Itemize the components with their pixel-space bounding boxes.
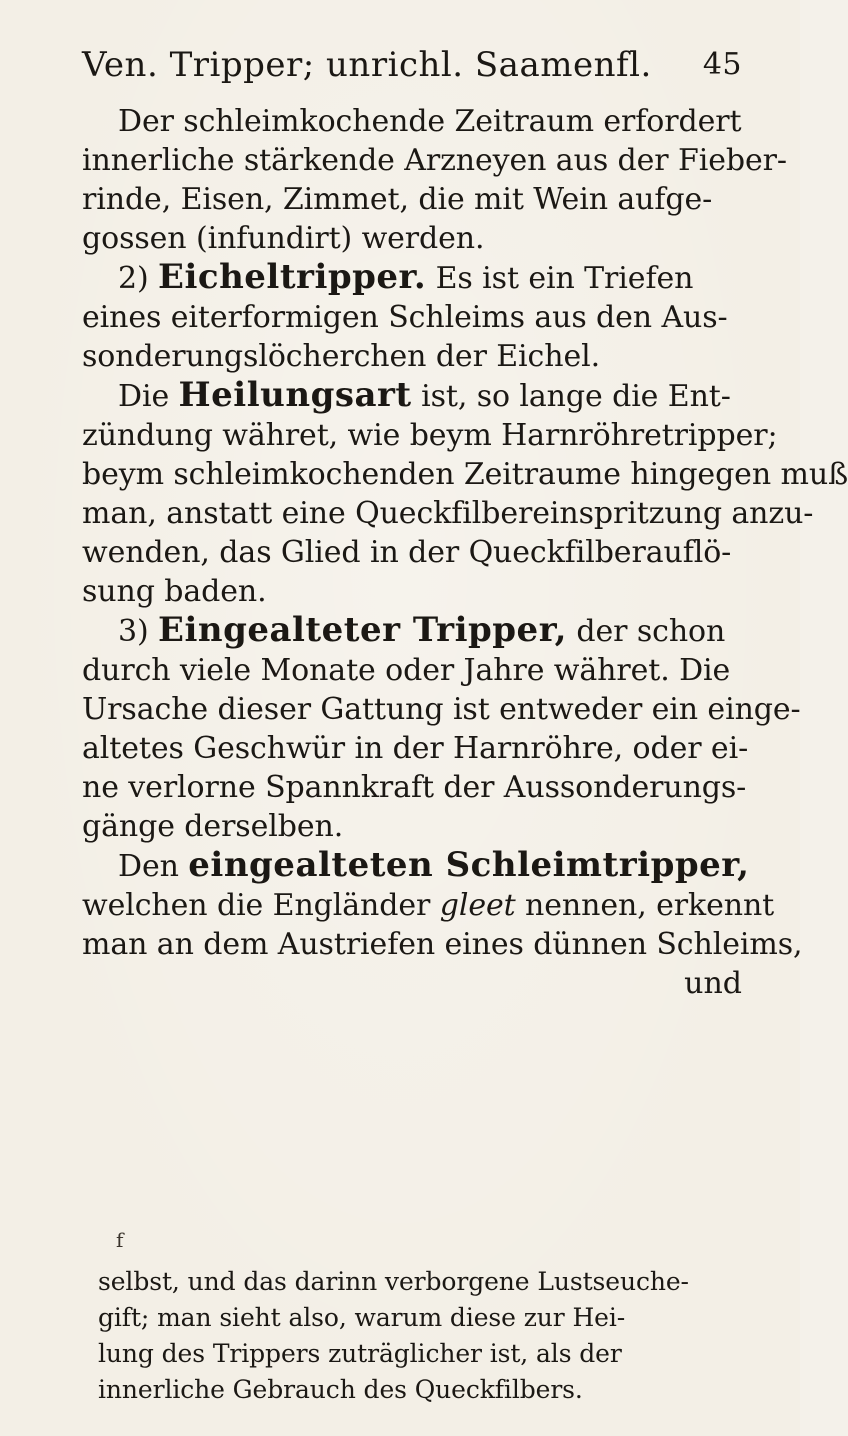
text-line: man, anstatt eine Queckfilbereinspritzung anzu- <box>82 496 814 531</box>
footnote-line: innerliche Gebrauch des Queckfilbers. <box>98 1375 583 1404</box>
line-lead: Die <box>118 379 179 414</box>
section-term: eingealteten Schleimtripper, <box>188 845 750 885</box>
line-rest: Es ist ein Triefen <box>426 261 694 296</box>
text-line: gossen (infundirt) werden. <box>82 221 485 256</box>
section-term: Heilungsart <box>178 375 412 415</box>
text-line <box>82 845 750 886</box>
footnote-mark: f <box>116 1228 124 1252</box>
body-text <box>82 102 848 1003</box>
text-line <box>82 886 775 925</box>
paragraph-schleimtripper <box>82 845 803 1003</box>
paragraph-schleimkochend <box>82 102 787 258</box>
text-line <box>82 376 742 416</box>
line-part: nennen, erkennt <box>515 888 775 923</box>
line-rest: der schon <box>566 614 726 649</box>
text-line: Ursache dieser Gattung ist entweder ein einge- <box>82 692 801 727</box>
running-title: Ven. Tripper; unrichl. Saamenfl. <box>82 45 652 85</box>
line-part: welchen die Engländer <box>82 888 440 923</box>
text-line: beym schleimkochenden Zeitraume hingegen muß <box>82 457 848 492</box>
text-line: sung baden. <box>82 574 267 609</box>
text-line: eines eiterformigen Schleims aus den Aus- <box>82 300 728 335</box>
footnote <box>98 1264 748 1408</box>
text-line: rinde, Eisen, Zimmet, die mit Wein aufge- <box>82 182 713 217</box>
paragraph-heilungsart <box>82 375 848 611</box>
line-lead: Den <box>118 849 189 884</box>
section-term: Eingealteter Tripper, <box>158 610 567 650</box>
text-line: durch viele Monate oder Jahre währet. Die <box>82 653 731 688</box>
footnote-line: gift; man sieht also, warum diese zur Hei- <box>98 1303 626 1332</box>
text-line: altetes Geschwür in der Harnröhre, oder ei- <box>82 731 749 766</box>
text-line <box>82 258 742 298</box>
item-number: 3) <box>118 614 159 649</box>
footnote-line: selbst, und das darinn verborgene Lustseuche- <box>98 1267 689 1296</box>
page-number: 45 <box>702 47 742 82</box>
paragraph-eicheltripper <box>82 258 742 376</box>
paragraph-eingealteter-tripper <box>82 610 801 846</box>
text-line: ne verlorne Spannkraft der Aussonderungs- <box>82 770 747 805</box>
text-line: Der schleimkochende Zeitraum erfordert <box>118 104 742 139</box>
foreign-term: gleet <box>439 888 516 923</box>
text-line: sonderungslöcherchen der Eichel. <box>82 339 601 374</box>
text-line: man an dem Austriefen eines dünnen Schleims, <box>82 927 803 962</box>
section-term: Eicheltripper. <box>158 257 427 297</box>
text-line <box>82 611 742 651</box>
line-rest: ist, so lange die Ent- <box>411 379 731 414</box>
text-line: zündung währet, wie beym Harnröhretripper; <box>82 418 778 453</box>
catchword: und <box>684 966 742 1001</box>
item-number: 2) <box>118 261 159 296</box>
footnote-line: lung des Trippers zuträglicher ist, als der <box>98 1339 622 1368</box>
running-header <box>82 42 742 88</box>
text-line: innerliche stärkende Arzneyen aus der Fieber- <box>82 143 787 178</box>
text-line: wenden, das Glied in der Queckfilberauflö- <box>82 535 732 570</box>
catchword-line <box>82 964 742 1003</box>
text-line: gänge derselben. <box>82 809 344 844</box>
